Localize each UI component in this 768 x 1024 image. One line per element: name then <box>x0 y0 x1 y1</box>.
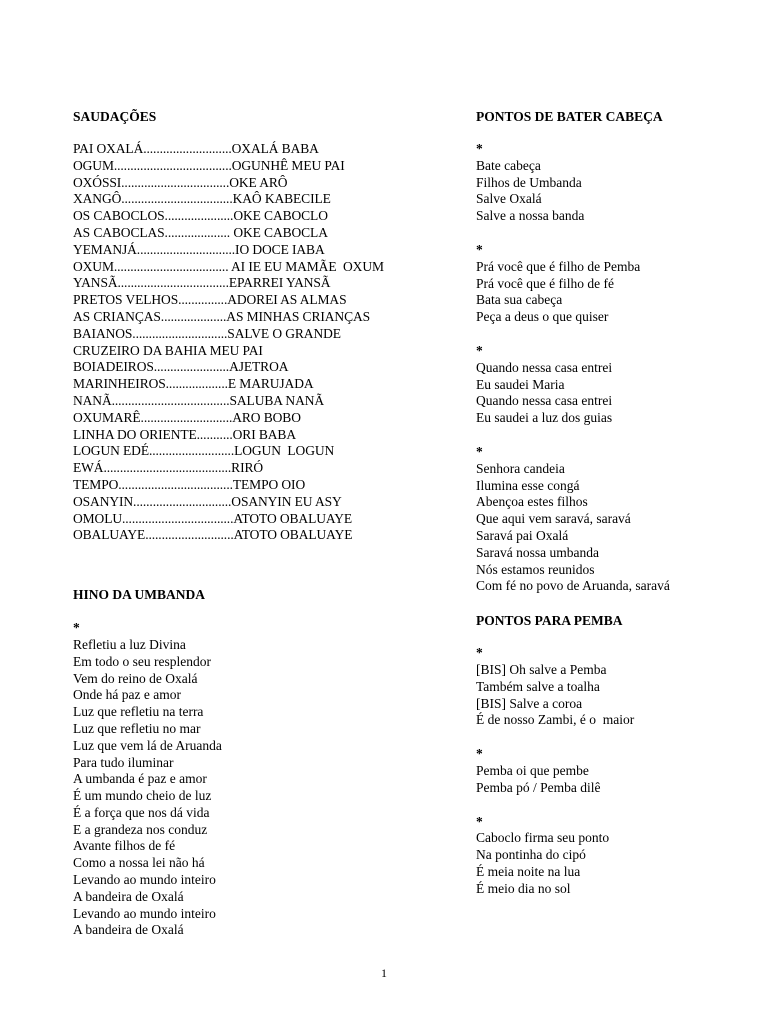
stanza-line: Ilumina esse congá <box>476 477 580 493</box>
saudacao-row: OXUM................................... AI IE EU MAMÃE OXUM <box>73 258 384 274</box>
stanza-star: * <box>476 813 483 829</box>
hino-line: E a grandeza nos conduz <box>73 821 208 837</box>
spacer <box>476 326 736 343</box>
saudacao-row: YANSÃ..................................EPARREI YANSÃ <box>73 275 331 291</box>
hino-star: * <box>73 620 80 636</box>
saudacao-row: PRETOS VELHOS...............ADOREI AS ALMAS <box>73 292 347 308</box>
stanza-star: * <box>476 645 483 661</box>
hino-line: Vem do reino de Oxalá <box>73 670 198 686</box>
hino-line: Luz que refletiu no mar <box>73 720 201 736</box>
stanza-line: Pemba pó / Pemba dilê <box>476 779 601 795</box>
spacer <box>476 427 736 444</box>
saudacao-row: MARINHEIROS...................E MARUJADA <box>73 376 314 392</box>
saudacao-row: OMOLU..................................ATOTO OBALUAYE <box>73 510 353 526</box>
stanza-line: Abençoa estes filhos <box>476 494 588 510</box>
pemba-title: PONTOS PARA PEMBA <box>476 613 623 629</box>
hino-line: Em todo o seu resplendor <box>73 653 211 669</box>
saudacao-row: OS CABOCLOS.....................OKE CABOCLO <box>73 208 328 224</box>
hino-line: Avante filhos de fé <box>73 838 176 854</box>
saudacao-row: YEMANJÁ..............................IO DOCE IABA <box>73 241 325 257</box>
hino-line: Luz que refletiu na terra <box>73 704 204 720</box>
stanza-line: Filhos de Umbanda <box>476 174 582 190</box>
saudacao-row: CRUZEIRO DA BAHIA MEU PAI <box>73 342 263 358</box>
spacer <box>476 629 736 645</box>
stanza-line: Bata sua cabeça <box>476 292 563 308</box>
spacer <box>73 544 393 586</box>
hino-line: Levando ao mundo inteiro <box>73 905 216 921</box>
stanza-line: Salve a nossa banda <box>476 208 585 224</box>
spacer <box>476 729 736 746</box>
stanza-line: Salve Oxalá <box>476 191 542 207</box>
left-column <box>73 108 393 939</box>
saudacoes-title: SAUDAÇÕES <box>73 109 157 124</box>
hino-line: A umbanda é paz e amor <box>73 771 207 787</box>
stanza-line: Também salve a toalha <box>476 678 600 694</box>
stanza-line: Com fé no povo de Aruanda, saravá <box>476 578 670 594</box>
stanza-star: * <box>476 342 483 358</box>
saudacao-row: LINHA DO ORIENTE...........ORI BABA <box>73 426 296 442</box>
saudacoes-list <box>73 141 393 544</box>
saudacao-row: BOIADEIROS.......................AJETROA <box>73 359 289 375</box>
spacer <box>73 603 393 620</box>
hino-line: A bandeira de Oxalá <box>73 888 184 904</box>
saudacao-row: NANÃ....................................SALUBA NANÃ <box>73 392 325 408</box>
spacer <box>476 797 736 814</box>
stanza-line: Nós estamos reunidos <box>476 561 595 577</box>
stanza-line: Bate cabeça <box>476 157 541 173</box>
stanza-star: * <box>476 443 483 459</box>
saudacao-row: LOGUN EDÉ..........................LOGUN LOGUN <box>73 443 335 459</box>
pemba-stanzas <box>476 645 736 897</box>
stanza-line: Na pontinha do cipó <box>476 847 586 863</box>
saudacao-row: OGUM....................................OGUNHÊ MEU PAI <box>73 157 345 173</box>
stanza-line: Que aqui vem saravá, saravá <box>476 511 631 527</box>
stanza-line: Caboclo firma seu ponto <box>476 830 610 846</box>
saudacao-row: TEMPO...................................TEMPO OIO <box>73 476 306 492</box>
stanza-line: Saravá pai Oxalá <box>476 527 569 543</box>
spacer <box>476 125 736 141</box>
hino-lines <box>73 637 393 939</box>
stanza-line: Eu saudei a luz dos guias <box>476 410 613 426</box>
stanza-line: Saravá nossa umbanda <box>476 544 599 560</box>
hino-line: Para tudo iluminar <box>73 754 174 770</box>
stanza-line: É meio dia no sol <box>476 880 571 896</box>
saudacao-row: OXÓSSI.................................OKE ARÔ <box>73 174 288 190</box>
hino-line: Luz que vem lá de Aruanda <box>73 737 222 753</box>
saudacao-row: OXUMARÊ............................ARO BOBO <box>73 409 301 425</box>
stanza-line: Prá você que é filho de fé <box>476 275 614 291</box>
page-number: 1 <box>381 966 387 980</box>
stanza-star: * <box>476 746 483 762</box>
saudacao-row: BAIANOS.............................SALVE O GRANDE <box>73 325 341 341</box>
saudacao-row: AS CABOCLAS.................... OKE CABOCLA <box>73 224 328 240</box>
saudacao-row: EWÁ.......................................RIRÓ <box>73 460 264 476</box>
hino-line: Levando ao mundo inteiro <box>73 872 216 888</box>
saudacao-row: XANGÔ..................................KAÔ KABECILE <box>73 191 331 207</box>
stanza-line: Senhora candeia <box>476 460 565 476</box>
hino-line: É um mundo cheio de luz <box>73 788 212 804</box>
stanza-line: Pemba oi que pembe <box>476 762 589 778</box>
hino-line: Refletiu a luz Divina <box>73 636 186 652</box>
stanza-star: * <box>476 141 483 156</box>
saudacao-row: OSANYIN..............................OSANYIN EU ASY <box>73 493 342 509</box>
spacer <box>73 125 393 141</box>
saudacao-row: AS CRIANÇAS....................AS MINHAS CRIANÇAS <box>73 308 371 324</box>
stanza-line: Quando nessa casa entrei <box>476 359 613 375</box>
hino-line: Como a nossa lei não há <box>73 855 205 871</box>
bater-cabeca-title: PONTOS DE BATER CABEÇA <box>476 109 663 124</box>
stanza-line: É de nosso Zambi, é o maior <box>476 712 635 728</box>
stanza-line: [BIS] Oh salve a Pemba <box>476 661 607 677</box>
hino-line: Onde há paz e amor <box>73 687 181 703</box>
right-column <box>476 108 736 897</box>
spacer <box>476 595 736 612</box>
spacer <box>476 225 736 242</box>
saudacao-row: OBALUAYE...........................ATOTO OBALUAYE <box>73 527 353 543</box>
stanza-line: É meia noite na lua <box>476 863 581 879</box>
saudacao-row: PAI OXALÁ...........................OXALÁ BABA <box>73 141 319 156</box>
hino-title: HINO DA UMBANDA <box>73 587 206 603</box>
stanza-line: Prá você que é filho de Pemba <box>476 258 641 274</box>
hino-line: É a força que nos dá vida <box>73 804 210 820</box>
stanza-line: Eu saudei Maria <box>476 376 565 392</box>
stanza-star: * <box>476 241 483 257</box>
stanza-line: Quando nessa casa entrei <box>476 393 613 409</box>
stanza-line: [BIS] Salve a coroa <box>476 695 583 711</box>
stanza-line: Peça a deus o que quiser <box>476 309 609 325</box>
bater-cabeca-stanzas <box>476 141 736 595</box>
hino-line: A bandeira de Oxalá <box>73 922 184 938</box>
